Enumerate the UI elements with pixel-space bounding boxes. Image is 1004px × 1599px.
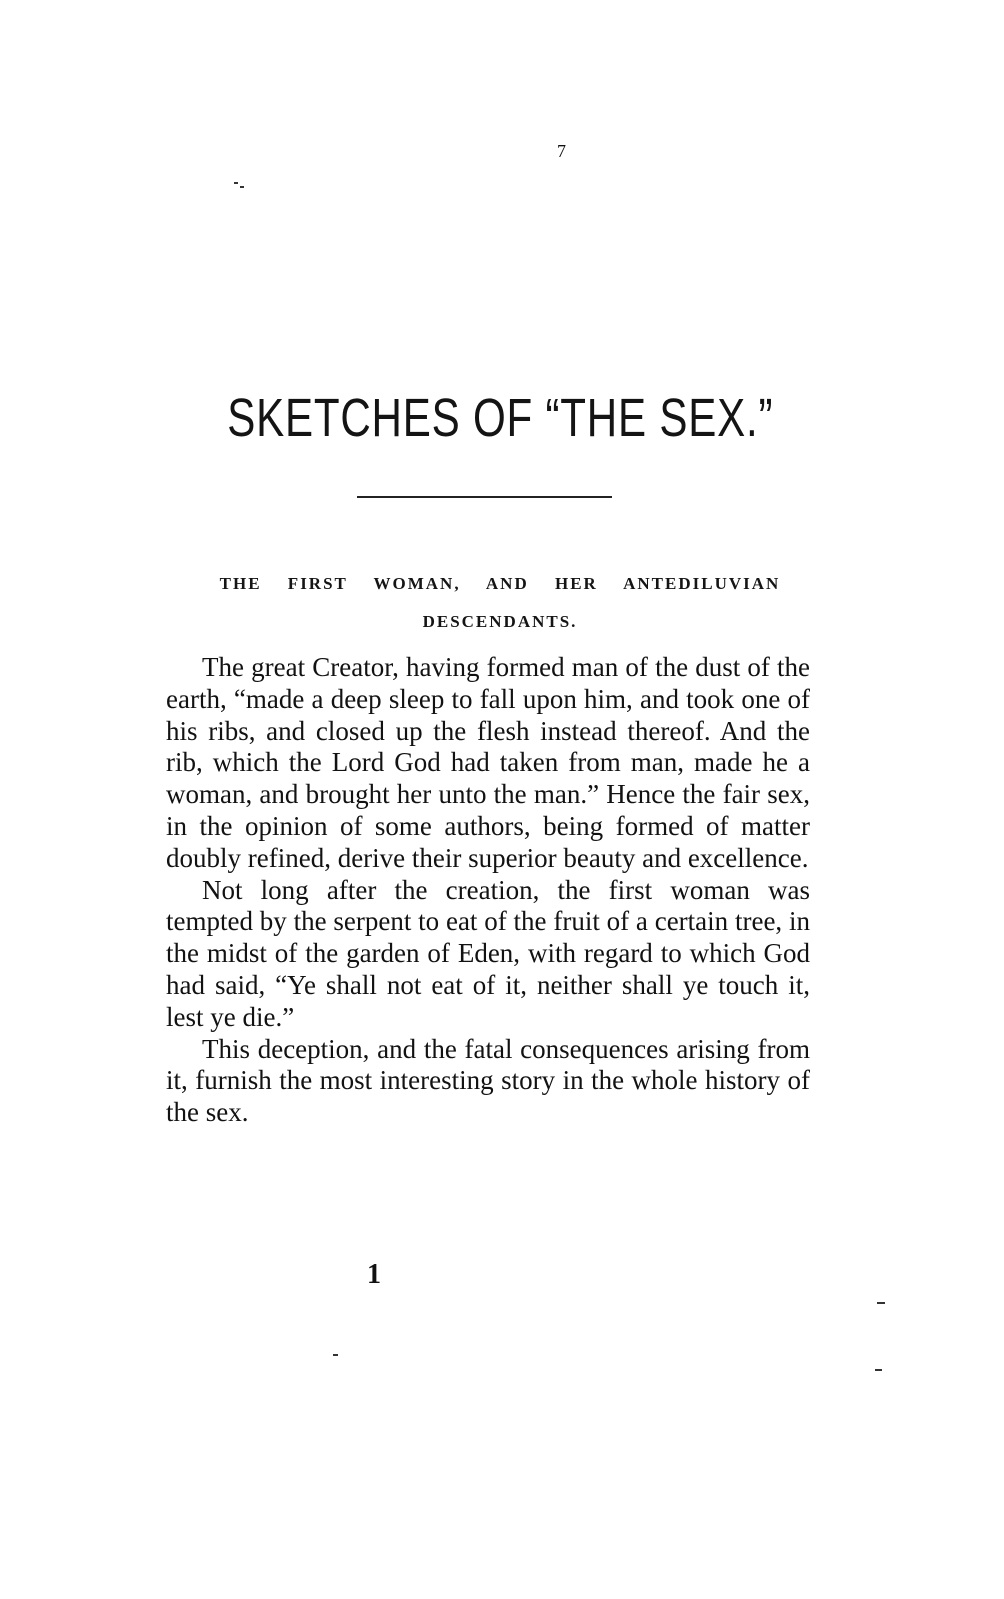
ink-speck xyxy=(240,186,244,188)
ink-speck xyxy=(333,1354,338,1356)
ink-speck xyxy=(234,182,238,184)
title-divider xyxy=(357,496,612,498)
signature-mark: 1 xyxy=(367,1259,381,1290)
ink-speck xyxy=(877,1302,885,1304)
page-title: SKETCHES OF “THE SEX.” xyxy=(227,388,774,448)
section-heading: THE FIRST WOMAN, AND HER ANTEDILUVIAN DESCENDANTS. xyxy=(219,574,781,631)
paragraph: The great Creator, having formed man of the dust of the earth, “made a deep sleep to fall upon him, and took one of his ribs, and closed up the flesh instead thereof. And the rib, which the Lord God had taken from man, made he a woman, and brought her unto the man.” Hence the fair sex, in the opinion of some authors, being formed of matter doubly refined, derive their superior beauty and excellence. xyxy=(166,652,810,873)
paragraph: This deception, and the fatal consequences arising from it, furnish the most interesting story in the whole history of the sex. xyxy=(166,1033,810,1128)
page-number: 7 xyxy=(557,141,566,161)
body-text xyxy=(166,652,810,1129)
ink-speck xyxy=(875,1369,882,1371)
paragraph: Not long after the creation, the first woman was tempted by the serpent to eat of the fruit of a certain tree, in the midst of the garden of Eden, with regard to which God had said, “Ye shall not eat of it, neither shall ye touch it, lest ye die.” xyxy=(166,874,810,1032)
